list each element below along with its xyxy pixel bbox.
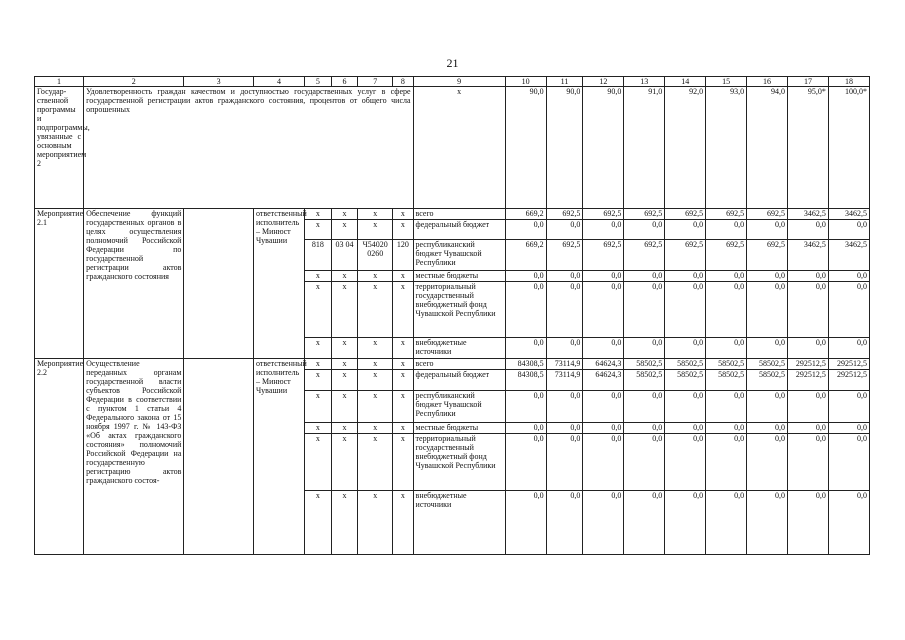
value-cell: 94,0 [747, 87, 788, 209]
value-cell: 0,0 [546, 220, 583, 240]
value-cell: 0,0 [706, 391, 747, 423]
value-cell: 0,0 [706, 338, 747, 359]
value-cell: 91,0 [624, 87, 665, 209]
code-cell: x [393, 359, 413, 370]
value-cell: 0,0 [788, 220, 829, 240]
code-cell: 120 [393, 240, 413, 271]
value-cell: 669,2 [505, 209, 546, 220]
value-cell: 0,0 [828, 220, 869, 240]
header-cell: 5 [305, 77, 332, 87]
value-cell: 0,0 [788, 423, 829, 434]
value-cell: 58502,5 [706, 370, 747, 391]
value-cell: 692,5 [624, 209, 665, 220]
value-cell: 58502,5 [747, 359, 788, 370]
value-cell: 3462,5 [828, 209, 869, 220]
code-cell: x [331, 423, 358, 434]
value-cell: 0,0 [624, 338, 665, 359]
header-cell: 18 [828, 77, 869, 87]
value-cell: 84308,5 [505, 359, 546, 370]
value-cell: 0,0 [624, 271, 665, 282]
value-cell: 0,0 [665, 338, 706, 359]
code-cell: x [331, 338, 358, 359]
value-cell: 0,0 [583, 423, 624, 434]
code-cell: x [331, 491, 358, 555]
value-cell: 0,0 [788, 282, 829, 338]
code-cell: x [393, 423, 413, 434]
value-cell: 0,0 [624, 423, 665, 434]
value-cell: 0,0 [828, 338, 869, 359]
value-cell: 0,0 [747, 220, 788, 240]
value-cell: 292512,5 [788, 370, 829, 391]
value-cell: 0,0 [747, 271, 788, 282]
value-cell: 0,0 [665, 271, 706, 282]
funding-source: всего [413, 209, 505, 220]
value-cell: 0,0 [665, 220, 706, 240]
value-cell: 0,0 [665, 423, 706, 434]
code-cell: x [358, 370, 393, 391]
value-cell: 58502,5 [665, 359, 706, 370]
value-cell: 692,5 [706, 209, 747, 220]
code-cell: x [358, 491, 393, 555]
value-cell: 0,0 [583, 391, 624, 423]
value-cell: 0,0 [665, 391, 706, 423]
value-cell: 64624,3 [583, 359, 624, 370]
value-cell: 0,0 [828, 423, 869, 434]
value-cell: 0,0 [665, 434, 706, 491]
value-cell: 0,0 [706, 491, 747, 555]
funding-source: федеральный бюджет [413, 370, 505, 391]
code-cell: x [331, 271, 358, 282]
funding-source: всего [413, 359, 505, 370]
code-cell: x [358, 391, 393, 423]
value-cell: 692,5 [624, 240, 665, 271]
value-cell: 0,0 [747, 491, 788, 555]
code-cell: x [331, 220, 358, 240]
value-cell: 0,0 [828, 391, 869, 423]
value-cell: 0,0 [828, 282, 869, 338]
code-cell: x [305, 391, 332, 423]
funding-source: местные бюджеты [413, 423, 505, 434]
value-cell: 0,0 [747, 282, 788, 338]
value-cell: 692,5 [747, 209, 788, 220]
header-cell: 13 [624, 77, 665, 87]
code-cell: x [393, 338, 413, 359]
measure-description: Осуществление переданных органам государственной власти субъектов Российской Федерации в соответствии с пунктом 1 статьи 4 Федерального закона от 15 ноября 1997 г. № 143-ФЗ «Об актах гражданского состояния» полномочий Российской Федерации на государственную регистрацию актов гражданского состоя- [84, 359, 184, 555]
value-cell: 0,0 [505, 491, 546, 555]
value-cell: 0,0 [546, 338, 583, 359]
code-cell: x [358, 434, 393, 491]
code-cell: x [393, 391, 413, 423]
value-cell: 73114,9 [546, 370, 583, 391]
empty-cell [184, 209, 254, 359]
code-cell: x [393, 370, 413, 391]
code-cell: x [358, 209, 393, 220]
measure-description: Обеспечение функций государственных органов в целях осуществления полномочий Российской Федерации по государственной регистрации актов гражданского состояния [84, 209, 184, 359]
value-cell: 0,0 [583, 220, 624, 240]
value-cell: 692,5 [583, 240, 624, 271]
header-cell: 7 [358, 77, 393, 87]
header-cell: 1 [35, 77, 84, 87]
value-cell: 0,0 [828, 491, 869, 555]
value-cell: 0,0 [624, 391, 665, 423]
value-cell: 0,0 [505, 423, 546, 434]
value-cell: 0,0 [505, 338, 546, 359]
value-cell: 0,0 [747, 338, 788, 359]
value-cell: 292512,5 [828, 370, 869, 391]
value-cell: 0,0 [624, 434, 665, 491]
code-cell: x [331, 282, 358, 338]
value-cell: 3462,5 [788, 240, 829, 271]
value-cell: 692,5 [706, 240, 747, 271]
code-cell: x [393, 209, 413, 220]
header-cell: 14 [665, 77, 706, 87]
value-cell: 692,5 [665, 209, 706, 220]
value-cell: 0,0 [788, 391, 829, 423]
code-cell: 03 04 [331, 240, 358, 271]
value-cell: 0,0 [747, 423, 788, 434]
funding-source: внебюджетные источники [413, 338, 505, 359]
value-cell: 90,0 [583, 87, 624, 209]
value-cell: 0,0 [505, 220, 546, 240]
code-cell: x [305, 209, 332, 220]
code-cell: x [358, 338, 393, 359]
value-cell: 0,0 [546, 434, 583, 491]
code-cell: x [305, 370, 332, 391]
value-cell: 0,0 [706, 220, 747, 240]
program-link-cell: Государ-ственной программы и подпрограммы, увязанные с основным мероприятием 2 [35, 87, 84, 209]
value-cell: 0,0 [665, 282, 706, 338]
header-row [35, 77, 870, 87]
code-cell: x [331, 434, 358, 491]
code-cell: x [305, 271, 332, 282]
code-cell: x [305, 423, 332, 434]
value-cell: 0,0 [583, 338, 624, 359]
header-cell: 3 [184, 77, 254, 87]
value-cell: 0,0 [624, 491, 665, 555]
indicator-text: Удовлетворенность граждан качеством и доступностью государственных услуг в сфере государственной регистрации актов гражданского состояния, процентов от общего числа опрошенных [84, 87, 413, 209]
header-cell: 4 [253, 77, 304, 87]
code-cell: x [358, 282, 393, 338]
value-cell: 3462,5 [788, 209, 829, 220]
code-cell: x [305, 282, 332, 338]
value-cell: 0,0 [788, 434, 829, 491]
value-cell: 0,0 [706, 271, 747, 282]
value-cell: 58502,5 [706, 359, 747, 370]
header-cell: 15 [706, 77, 747, 87]
value-cell: 0,0 [546, 271, 583, 282]
header-cell: 16 [747, 77, 788, 87]
code-cell: x [358, 220, 393, 240]
code-cell: x [305, 359, 332, 370]
code-cell: x [358, 271, 393, 282]
funding-source: республиканский бюджет Чувашской Республики [413, 391, 505, 423]
responsible-executor: ответственный исполнитель – Минюст Чувашии [253, 209, 304, 359]
value-cell: 0,0 [583, 271, 624, 282]
value-cell: 90,0 [546, 87, 583, 209]
value-cell: 0,0 [546, 423, 583, 434]
value-cell: 93,0 [706, 87, 747, 209]
value-cell: 0,0 [505, 434, 546, 491]
measure-number: Мероприятие 2.1 [35, 209, 84, 359]
value-cell: 292512,5 [788, 359, 829, 370]
value-cell: 0,0 [665, 491, 706, 555]
program-table [34, 76, 870, 555]
code-cell: x [393, 491, 413, 555]
funding-source: республиканский бюджет Чувашской Республики [413, 240, 505, 271]
value-cell: 692,5 [546, 209, 583, 220]
value-cell: 92,0 [665, 87, 706, 209]
code-cell: x [305, 434, 332, 491]
value-cell: 58502,5 [624, 370, 665, 391]
value-cell: 0,0 [505, 391, 546, 423]
measure-number: Мероприятие 2.2 [35, 359, 84, 555]
code-cell: x [358, 423, 393, 434]
page-number: 21 [446, 56, 459, 70]
code-cell: x [331, 359, 358, 370]
value-cell: 0,0 [706, 423, 747, 434]
code-cell: x [393, 220, 413, 240]
value-cell: 0,0 [788, 271, 829, 282]
value-cell: 0,0 [747, 391, 788, 423]
code-cell: x [393, 271, 413, 282]
value-cell: 58502,5 [747, 370, 788, 391]
code-cell: x [305, 491, 332, 555]
value-cell: 0,0 [505, 282, 546, 338]
value-cell: 84308,5 [505, 370, 546, 391]
value-cell: 0,0 [828, 434, 869, 491]
funding-source: территориальный государственный внебюджетный фонд Чувашской Республики [413, 282, 505, 338]
code-cell: x [393, 434, 413, 491]
value-cell: 0,0 [546, 491, 583, 555]
value-cell: 0,0 [706, 282, 747, 338]
value-cell: 73114,9 [546, 359, 583, 370]
value-cell: 0,0 [706, 434, 747, 491]
value-cell: 0,0 [505, 271, 546, 282]
table-row [35, 209, 870, 220]
header-cell: 11 [546, 77, 583, 87]
value-cell: 90,0 [505, 87, 546, 209]
value-cell: 58502,5 [624, 359, 665, 370]
code-cell: Ч54020 0260 [358, 240, 393, 271]
code-cell: x [331, 209, 358, 220]
funding-source: федеральный бюджет [413, 220, 505, 240]
code-cell: x [358, 359, 393, 370]
value-cell: 0,0 [583, 434, 624, 491]
value-cell: 3462,5 [828, 240, 869, 271]
funding-source: внебюджетные источники [413, 491, 505, 555]
value-cell: 692,5 [747, 240, 788, 271]
indicator-row [35, 87, 870, 209]
code-cell: x [331, 391, 358, 423]
value-cell: 692,5 [583, 209, 624, 220]
value-cell: 0,0 [747, 434, 788, 491]
header-cell: 12 [583, 77, 624, 87]
value-cell: 292512,5 [828, 359, 869, 370]
value-cell: 95,0* [788, 87, 829, 209]
value-cell: 0,0 [624, 220, 665, 240]
empty-cell [184, 359, 254, 555]
value-cell: 58502,5 [665, 370, 706, 391]
value-cell: 64624,3 [583, 370, 624, 391]
value-cell: 0,0 [828, 271, 869, 282]
header-cell: 8 [393, 77, 413, 87]
value-cell: 692,5 [665, 240, 706, 271]
table-row [35, 359, 870, 370]
code-cell: 818 [305, 240, 332, 271]
value-cell: 0,0 [624, 282, 665, 338]
value-cell: 0,0 [583, 282, 624, 338]
value-cell: 692,5 [546, 240, 583, 271]
header-cell: 6 [331, 77, 358, 87]
value-cell: 0,0 [546, 391, 583, 423]
value-cell: 100,0* [828, 87, 869, 209]
code-cell: x [393, 282, 413, 338]
header-cell: 2 [84, 77, 184, 87]
code-cell: x [331, 370, 358, 391]
value-cell: 0,0 [546, 282, 583, 338]
value-cell: 669,2 [505, 240, 546, 271]
value-cell: 0,0 [583, 491, 624, 555]
header-cell: 9 [413, 77, 505, 87]
value-cell: 0,0 [788, 338, 829, 359]
header-cell: 10 [505, 77, 546, 87]
funding-source: местные бюджеты [413, 271, 505, 282]
value-cell: 0,0 [788, 491, 829, 555]
code-cell: x [305, 338, 332, 359]
code-cell: x [305, 220, 332, 240]
source-cell: x [413, 87, 505, 209]
responsible-executor: ответственный исполнитель – Минюст Чувашии [253, 359, 304, 555]
header-cell: 17 [788, 77, 829, 87]
funding-source: территориальный государственный внебюджетный фонд Чувашской Республики [413, 434, 505, 491]
